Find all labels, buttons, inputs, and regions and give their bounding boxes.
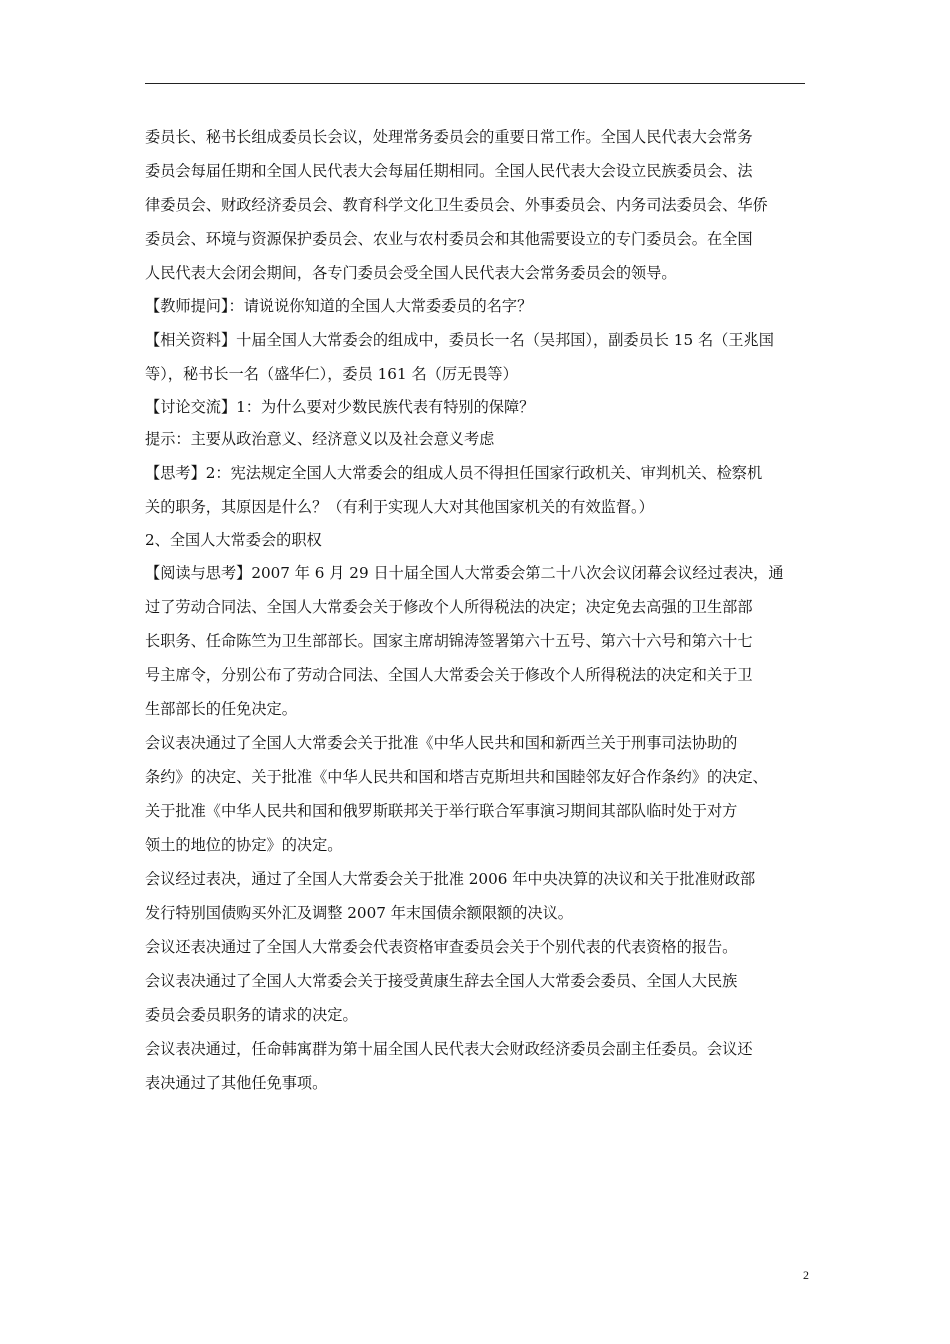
text-line: 委员会每届任期和全国人民代表大会每届任期相同。全国人民代表大会设立民族委员会、法 [145, 162, 753, 180]
text-line: 律委员会、财政经济委员会、教育科学文化卫生委员会、外事委员会、内务司法委员会、华侨 [145, 196, 768, 214]
section-heading: 2、全国人大常委会的职权 [145, 530, 322, 549]
text-line: 关的职务，其原因是什么？（有利于实现人大对其他国家机关的有效监督。） [145, 497, 654, 516]
text-line: 号主席令，分别公布了劳动合同法、全国人大常委会关于修改个人所得税法的决定和关于卫 [145, 666, 753, 684]
text-line: 委员长、秘书长组成委员长会议，处理常务委员会的重要日常工作。全国人民代表大会常务 [145, 128, 753, 146]
text-line: 条约》的决定、关于批准《中华人民共和国和塔吉克斯坦共和国睦邻友好合作条约》的决定、 [145, 768, 768, 786]
text-line: 领土的地位的协定》的决定。 [145, 836, 343, 854]
text-line: 会议经过表决，通过了全国人大常委会关于批准 2006 年中央决算的决议和关于批准财政部 [145, 870, 756, 888]
text-line: 会议表决通过，任命韩寓群为第十届全国人民代表大会财政经济委员会副主任委员。会议还 [145, 1040, 753, 1058]
text-line: 委员会委员职务的请求的决定。 [145, 1006, 358, 1024]
text-line: 过了劳动合同法、全国人大常委会关于修改个人所得税法的决定；决定免去高强的卫生部部 [145, 598, 753, 616]
text-line: 人民代表大会闭会期间，各专门委员会受全国人民代表大会常务委员会的领导。 [145, 264, 677, 282]
page-number: 2 [803, 1268, 809, 1282]
thinking-heading: 【思考】2：宪法规定全国人大常委会的组成人员不得担任国家行政机关、审判机关、检察机 [145, 463, 763, 482]
text-line: 会议还表决通过了全国人大常委会代表资格审查委员会关于个别代表的代表资格的报告。 [145, 938, 738, 956]
hint-line: 提示：主要从政治意义、经济意义以及社会意义考虑 [145, 430, 495, 448]
related-material: 【相关资料】十届全国人大常委会的组成中，委员长一名（吴邦国），副委员长 15 名（王兆国 [145, 330, 774, 349]
body-text [145, 120, 807, 1100]
header-rule [145, 83, 805, 84]
reading-heading: 【阅读与思考】2007 年 6 月 29 日十届全国人大常委会第二十八次会议闭幕会议经过表决，通 [145, 564, 784, 582]
text-line: 发行特别国债购买外汇及调整 2007 年末国债余额限额的决议。 [145, 904, 573, 922]
text-line: 长职务、任命陈竺为卫生部部长。国家主席胡锦涛签署第六十五号、第六十六号和第六十七 [145, 632, 753, 650]
text-line: 生部部长的任免决定。 [145, 700, 297, 718]
text-line: 委员会、环境与资源保护委员会、农业与农村委员会和其他需要设立的专门委员会。在全国 [145, 230, 753, 248]
text-line: 会议表决通过了全国人大常委会关于批准《中华人民共和国和新西兰关于刑事司法协助的 [145, 734, 738, 752]
text-line: 会议表决通过了全国人大常委会关于接受黄康生辞去全国人大常委会委员、全国人大民族 [145, 972, 738, 990]
text-line: 关于批准《中华人民共和国和俄罗斯联邦关于举行联合军事演习期间其部队临时处于对方 [145, 802, 738, 820]
discussion-heading: 【讨论交流】1：为什么要对少数民族代表有特别的保障？ [145, 397, 535, 416]
text-line: 表决通过了其他任免事项。 [145, 1074, 328, 1092]
teacher-question: 【教师提问】：请说说你知道的全国人大常委委员的名字？ [145, 297, 533, 315]
text-line: 等），秘书长一名（盛华仁），委员 161 名（厉无畏等） [145, 364, 518, 383]
